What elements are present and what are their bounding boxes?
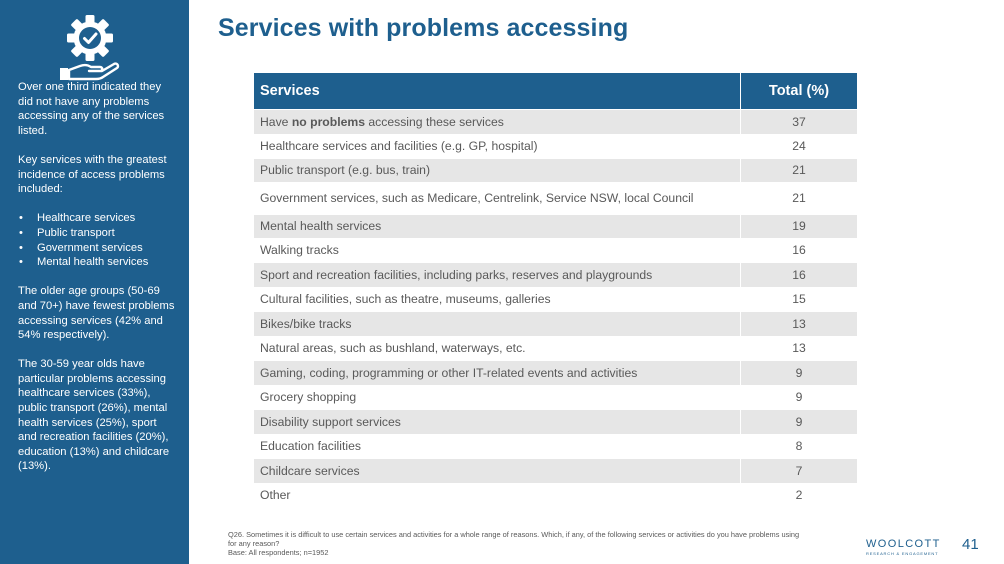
sidebar-bullet: • Healthcare services <box>18 211 178 226</box>
total-cell: 16 <box>741 262 858 287</box>
service-cell: Sport and recreation facilities, including parks, reserves and playgrounds <box>254 262 741 287</box>
sidebar-bullet-list <box>18 211 178 269</box>
service-cell: Childcare services <box>254 458 741 483</box>
table-row <box>254 409 857 434</box>
table-row <box>254 109 857 134</box>
service-cell: Other <box>254 483 741 507</box>
total-cell: 7 <box>741 458 858 483</box>
total-cell: 15 <box>741 287 858 311</box>
table-row <box>254 214 857 238</box>
service-cell <box>254 109 741 134</box>
table-body <box>254 109 857 507</box>
woolcott-logo <box>866 538 941 556</box>
service-cell: Gaming, coding, programming or other IT-related events and activities <box>254 360 741 385</box>
services-table <box>254 73 857 507</box>
service-cell: Mental health services <box>254 214 741 238</box>
gear-check-hand-icon <box>56 10 124 82</box>
table-row <box>254 262 857 287</box>
sidebar-paragraph: The 30-59 year olds have particular problems accessing healthcare services (33%), public transport (26%), mental health services (25%), sport and recreation facilities (20%), education (13%) and childcare (13%). <box>18 358 170 473</box>
column-header-services: Services <box>260 82 320 99</box>
sidebar-text <box>18 80 178 489</box>
table-header <box>254 73 857 109</box>
service-cell: Bikes/bike tracks <box>254 311 741 336</box>
service-cell: Disability support services <box>254 409 741 434</box>
logo-name: WOOLCOTT <box>866 538 941 550</box>
total-cell: 16 <box>741 238 858 262</box>
total-cell: 19 <box>741 214 858 238</box>
table-row <box>254 385 857 409</box>
service-cell: Government services, such as Medicare, Centrelink, Service NSW, local Council <box>254 182 741 214</box>
sidebar-bullet: • Government services <box>18 241 178 256</box>
total-cell: 21 <box>741 182 858 214</box>
total-cell: 13 <box>741 336 858 360</box>
total-cell: 9 <box>741 409 858 434</box>
table-row <box>254 158 857 182</box>
sidebar-paragraph: Over one third indicated they did not have any problems accessing any of the services listed. <box>18 81 165 137</box>
sidebar-panel <box>0 0 189 564</box>
table-header-row <box>254 73 857 109</box>
sidebar-bullet: • Public transport <box>18 226 178 241</box>
table-row <box>254 311 857 336</box>
logo-tagline: RESEARCH & ENGAGEMENT <box>866 551 939 556</box>
table-row <box>254 287 857 311</box>
table-row <box>254 458 857 483</box>
footnote-base: Base: All respondents; n=1952 <box>228 548 329 558</box>
footnote <box>228 530 808 558</box>
no-problems-emphasis: no problems <box>291 114 365 129</box>
table-row <box>254 238 857 262</box>
service-cell: Grocery shopping <box>254 385 741 409</box>
table-row <box>254 182 857 214</box>
table-row <box>254 134 857 158</box>
total-cell: 8 <box>741 434 858 458</box>
footnote-question: Q26. Sometimes it is difficult to use certain services and activities for a whole range of reasons. Which, if any, of the following services or activities do you have problems using for any reason? <box>228 530 800 549</box>
total-cell: 13 <box>741 311 858 336</box>
table-row <box>254 360 857 385</box>
service-cell: Natural areas, such as bushland, waterways, etc. <box>254 336 741 360</box>
table-row <box>254 434 857 458</box>
table-row <box>254 336 857 360</box>
no-problems-prefix: Have <box>260 114 292 129</box>
column-header-total: Total (%) <box>741 73 858 109</box>
total-cell: 24 <box>741 134 858 158</box>
service-cell: Education facilities <box>254 434 741 458</box>
sidebar-bullet: • Mental health services <box>18 255 178 270</box>
page-number: 41 <box>962 536 979 553</box>
table-row <box>254 483 857 507</box>
service-cell: Walking tracks <box>254 238 741 262</box>
service-cell: Healthcare services and facilities (e.g. GP, hospital) <box>254 134 741 158</box>
total-cell: 2 <box>741 483 858 507</box>
sidebar-paragraph: Key services with the greatest incidence of access problems included: <box>18 153 167 196</box>
no-problems-suffix: accessing these services <box>364 114 504 129</box>
service-cell: Cultural facilities, such as theatre, museums, galleries <box>254 287 741 311</box>
service-cell: Public transport (e.g. bus, train) <box>254 158 741 182</box>
page-title: Services with problems accessing <box>218 14 629 42</box>
total-cell: 37 <box>741 109 858 134</box>
total-cell: 9 <box>741 385 858 409</box>
total-cell: 9 <box>741 360 858 385</box>
total-cell: 21 <box>741 158 858 182</box>
sidebar-paragraph: The older age groups (50-69 and 70+) have fewest problems accessing services (42% and 54% respectively). <box>18 285 175 342</box>
